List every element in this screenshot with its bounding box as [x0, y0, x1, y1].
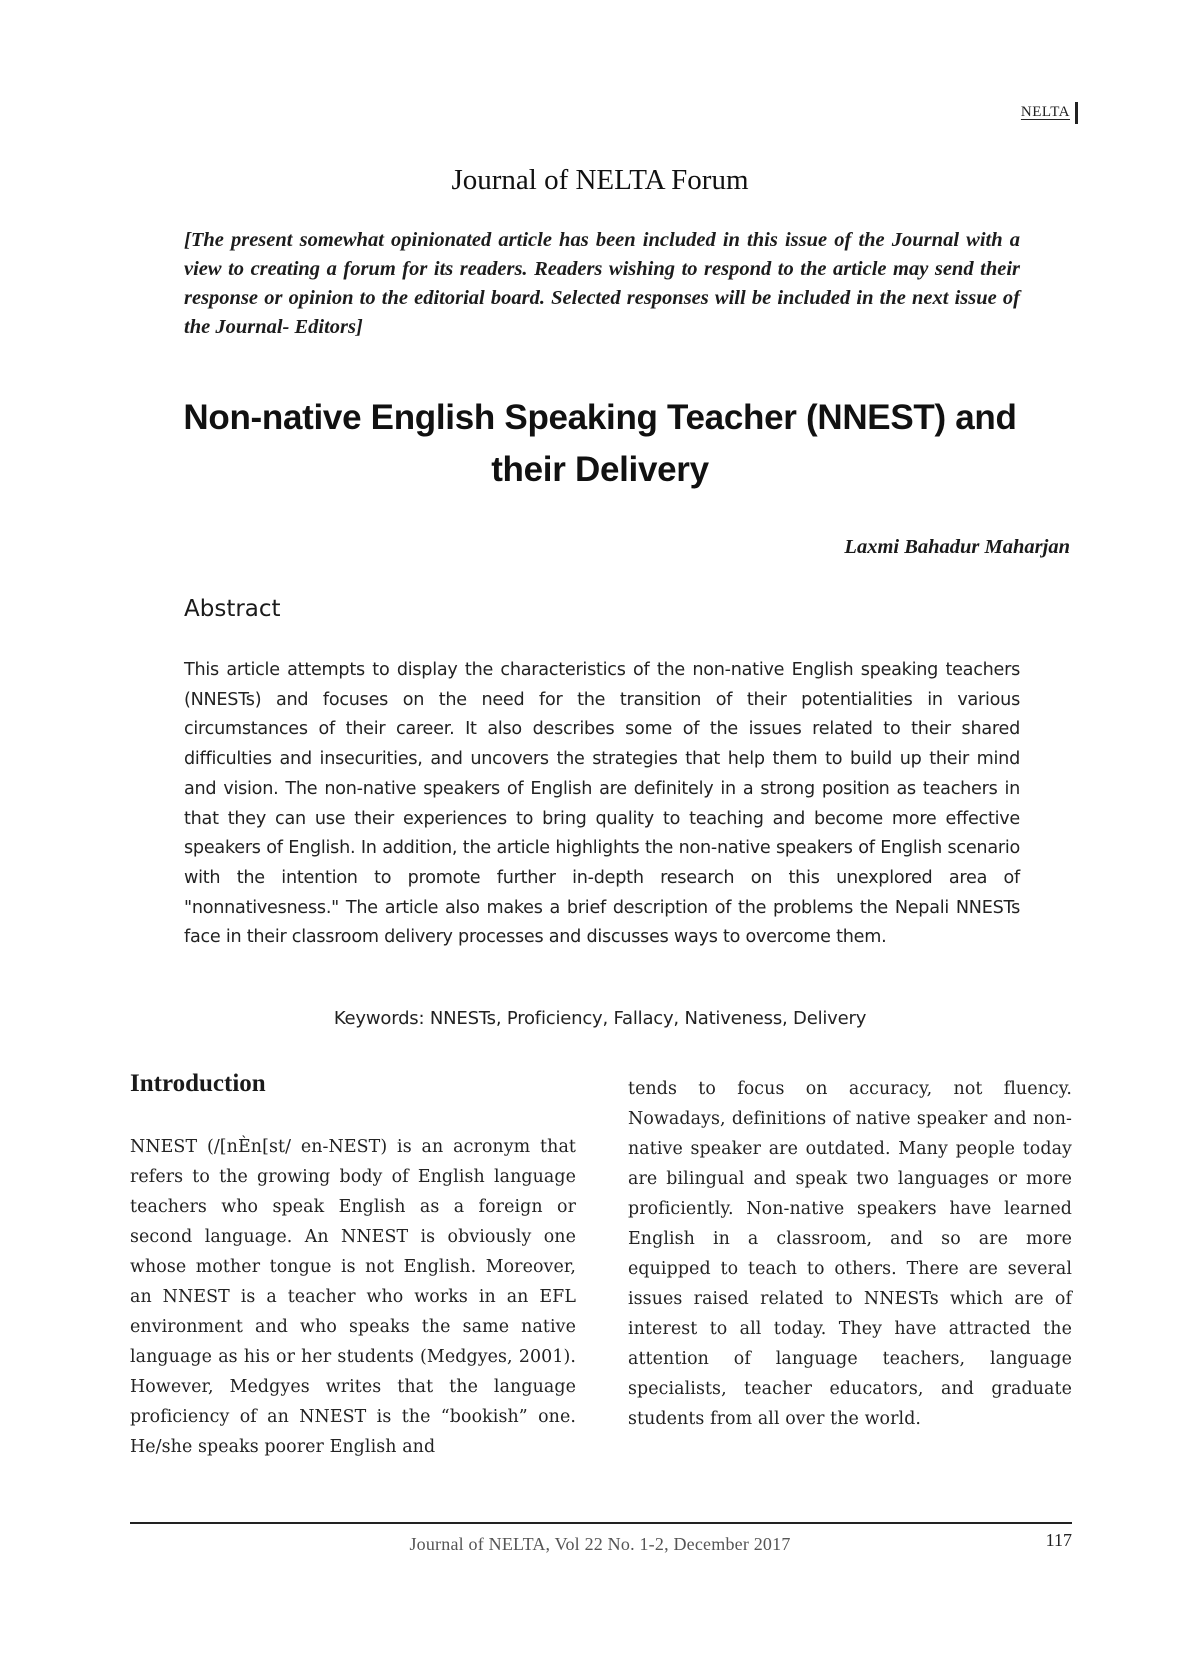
- abstract-body: This article attempts to display the characteristics of the non-native English speaking teachers (NNESTs) and focuses on the need for the transition of their potentialities in various circumstances of their career. It also describes some of the issues related to their shared difficulties and insecurities, and uncovers the strategies that help them to build up their mind and vision. The non-native speakers of English are definitely in a strong position as teachers in that they can use their experiences to bring quality to teaching and become more effective speakers of English. In addition, the article highlights the non-native speakers of English scenario with the intention to promote further in-depth research on this unexplored area of "nonnativesness." The article also makes a brief description of the problems the Nepali NNESTs face in their classroom delivery processes and discusses ways to overcome them.: [184, 660, 1020, 948]
- running-head-bar: [1075, 102, 1078, 124]
- introduction-right-column: tends to focus on accuracy, not fluency. Nowadays, definitions of native speaker and non-native speaker are outdated. Many people today are bilingual and speak two languages or more proficiently. Non-native speakers have learned English in a classroom, and so are more equipped to teach to others. There are several issues raised related to NNESTs which are of interest to all today. They have attracted the attention of language teachers, language specialists, teacher educators, and graduate students from all over the world.: [628, 1079, 1072, 1429]
- running-head: NELTA: [1020, 104, 1070, 120]
- author-name: Laxmi Bahadur Maharjan: [844, 536, 1070, 558]
- keywords-line: [0, 1008, 1200, 1029]
- keywords-list: NNESTs, Proficiency, Fallacy, Nativeness, Delivery: [429, 1008, 867, 1029]
- footer-journal-citation: Journal of NELTA, Vol 22 No. 1-2, December 2017: [409, 1534, 791, 1554]
- abstract-heading: Abstract: [184, 596, 281, 622]
- article-title-line-1: Non-native English Speaking Teacher (NNEST) and: [183, 398, 1017, 437]
- introduction-left-column: NNEST (/[nÈn[st/ en-NEST) is an acronym that refers to the growing body of English language teachers who speak English as a foreign or second language. An NNEST is obviously one whose mother tongue is not English. Moreover, an NNEST is a teacher who works in an EFL environment and who speaks the same native language as his or her students (Medgyes, 2001). However, Medgyes writes that the language proficiency of an NNEST is the “bookish” one. He/she speaks poorer English and: [130, 1137, 576, 1457]
- page-number: 117: [1045, 1530, 1072, 1550]
- keywords-label: Keywords:: [333, 1008, 425, 1029]
- article-title-line-2: their Delivery: [491, 450, 709, 489]
- forum-title: Journal of NELTA Forum: [451, 164, 749, 196]
- article-title: [120, 392, 1080, 496]
- footer-rule: [130, 1522, 1072, 1524]
- editor-note: [The present somewhat opinionated article has been included in this issue of the Journal with a view to creating a forum for its readers. Readers wishing to respond to the article may send their response or opinion to the editorial board. Selected responses will be included in the next issue of the Journal- Editors]: [184, 229, 1020, 338]
- introduction-heading: Introduction: [130, 1070, 266, 1097]
